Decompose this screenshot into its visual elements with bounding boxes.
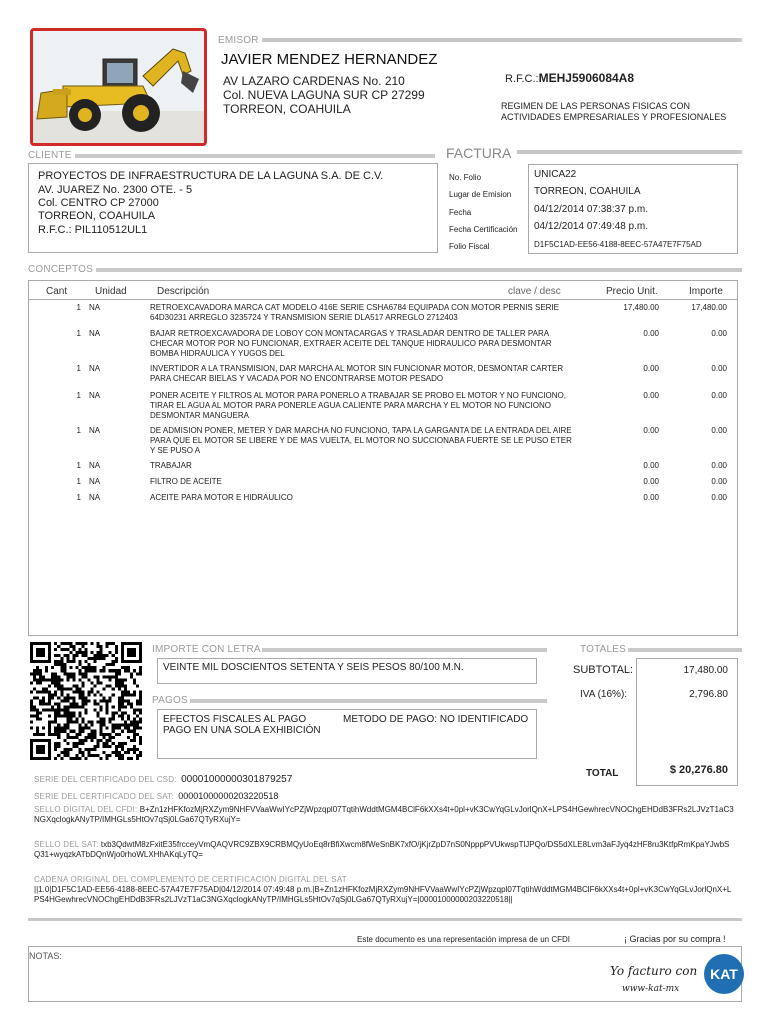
cadena-label: CADENA ORIGINAL DEL COMPLEMENTO DE CERTIFICACIÓN DIGITAL DEL SAT bbox=[34, 875, 347, 884]
emisor-regimen-line2: ACTIVIDADES EMPRESARIALES Y PROFESIONALES bbox=[501, 112, 727, 122]
cell-cant: 1 bbox=[76, 329, 81, 338]
cell-cant: 1 bbox=[76, 364, 81, 373]
totales-section-label: TOTALES bbox=[580, 644, 627, 655]
cell-importe: 0.00 bbox=[711, 364, 727, 373]
cell-cant: 1 bbox=[76, 303, 81, 312]
fecha-value: 04/12/2014 07:38:37 p.m. bbox=[534, 204, 648, 215]
cell-precio: 0.00 bbox=[643, 364, 659, 373]
sello-sat-label: SELLO DEL SAT: bbox=[34, 840, 99, 849]
cell-precio: 0.00 bbox=[643, 426, 659, 435]
fecha-label: Fecha bbox=[449, 208, 472, 217]
csd-label: SERIE DEL CERTIFICADO DEL CSD: bbox=[34, 775, 177, 784]
lugar-emision-value: TORREON, COAHUILA bbox=[534, 186, 641, 197]
company-logo-frame bbox=[30, 28, 207, 146]
pagos-section-bar bbox=[190, 699, 547, 703]
cell-unidad: NA bbox=[89, 303, 101, 312]
sello-sat bbox=[34, 840, 734, 860]
cliente-line4: TORREON, COAHUILA bbox=[38, 210, 156, 222]
pagos-section-label: PAGOS bbox=[152, 695, 188, 706]
folio-label: No. Folio bbox=[449, 173, 482, 182]
qr-code bbox=[30, 642, 142, 760]
cell-unidad: NA bbox=[89, 426, 101, 435]
cell-importe: 0.00 bbox=[711, 391, 727, 400]
cliente-line2: AV. JUAREZ No. 2300 OTE. - 5 bbox=[38, 184, 193, 196]
cell-descripcion: INVERTIDOR A LA TRANSMISION, DAR MARCHA AL MOTOR SIN FUNCIONAR MOTOR, DESMONTAR CARTER PARA CHECAR BIELAS Y VACADA POR NO ENCONTRARSE MOTOR PESADO bbox=[150, 364, 564, 383]
header-divider bbox=[29, 299, 737, 300]
brand-url: www-kat-mx bbox=[622, 984, 680, 994]
emisor-address-line3: TORREON, COAHUILA bbox=[223, 102, 351, 116]
brand-tagline: Yo facturo con bbox=[610, 964, 698, 978]
header-importe: Importe bbox=[689, 286, 723, 297]
cell-cant: 1 bbox=[76, 477, 81, 486]
header-cant: Cant bbox=[46, 286, 68, 297]
cell-descripcion: TRABAJAR bbox=[150, 461, 192, 470]
totales-section-bar bbox=[628, 648, 742, 652]
total-value: $ 20,276.80 bbox=[669, 764, 728, 776]
cell-precio: 0.00 bbox=[643, 493, 659, 502]
emisor-address-line1: AV LAZARO CARDENAS No. 210 bbox=[223, 74, 405, 88]
cell-precio: 0.00 bbox=[643, 329, 659, 338]
cliente-box bbox=[28, 163, 438, 253]
cell-precio: 17,480.00 bbox=[623, 303, 659, 312]
cell-precio: 0.00 bbox=[643, 461, 659, 470]
importe-letra-section-label: IMPORTE CON LETRA bbox=[152, 644, 261, 655]
emisor-section-bar bbox=[262, 38, 742, 42]
importe-letra-value: VEINTE MIL DOSCIENTOS SETENTA Y SEIS PESOS 80/100 M.N. bbox=[163, 662, 464, 673]
folio-fiscal-value: D1F5C1AD-EE56-4188-8EEC-57A47E7F75AD bbox=[534, 240, 702, 249]
cell-descripcion: DE ADMISION PONER, METER Y DAR MARCHA NO FUNCIONO, TAPA LA GARGANTA DE LA ENTRADA DEL AIRE PARA QUE EL MOTOR SE LIBERE Y DE MAS VUELTA, EL MOTOR NO SUCCIONABA FUERTE SE LE PUSO ETER Y SE PUSO A bbox=[150, 426, 572, 455]
representacion-text: Este documento es una representación impresa de un CFDI bbox=[357, 935, 571, 944]
cell-importe: 17,480.00 bbox=[691, 303, 727, 312]
conceptos-section-bar bbox=[96, 268, 742, 272]
sello-sat-value: txb3QdwtM8zFxitE35frcceyVmQAQVRC9ZBX9CRBMQyUoEq8rBfiXwcm8fWeSnBK7xfO/jKjrZpD7nS0NpppPVUkwspTlJPQo/DS5dXLE8Lvm3aFJyq4zHF8ru3KtfpRmKpaYJwbSQ31+wyqzkATbDQnWjo0rhoWLXHhAKqLyTQ= bbox=[34, 840, 730, 859]
emisor-section-label: EMISOR bbox=[218, 35, 259, 46]
sat-cert-label: SERIE DEL CERTIFICADO DEL SAT: bbox=[34, 792, 174, 801]
sello-cfdi-label: SELLO DIGITAL DEL CFDI: bbox=[34, 805, 138, 814]
fecha-certificacion-label: Fecha Certificación bbox=[449, 225, 518, 234]
concepts-table bbox=[28, 280, 738, 636]
pagos-line2: PAGO EN UNA SOLA EXHIBICIÓN bbox=[163, 725, 321, 736]
cell-unidad: NA bbox=[89, 391, 101, 400]
cell-precio: 0.00 bbox=[643, 477, 659, 486]
header-unidad: Unidad bbox=[95, 286, 127, 297]
cliente-rfc: R.F.C.: PIL110512UL1 bbox=[38, 224, 148, 236]
factura-section-label: FACTURA bbox=[446, 145, 512, 161]
cell-cant: 1 bbox=[76, 461, 81, 470]
cell-importe: 0.00 bbox=[711, 461, 727, 470]
subtotal-label: SUBTOTAL: bbox=[573, 664, 634, 676]
pagos-box bbox=[157, 709, 537, 759]
kat-logo: KAT bbox=[704, 954, 744, 994]
importe-letra-box bbox=[157, 658, 537, 684]
emisor-regimen-line1: REGIMEN DE LAS PERSONAS FISICAS CON bbox=[501, 101, 691, 111]
cell-descripcion: PONER ACEITE Y FILTROS AL MOTOR PARA PONERLO A TRABAJAR SE PROBO EL MOTOR Y NO FUNCIONO, TIRAR EL AGUA AL MOTOR PARA PONERLE AGUA CALIENTE PARA MARCHA Y EL MOTOR NO FUNCIONO DESMONTAR MANGUERA bbox=[150, 391, 566, 420]
cell-cant: 1 bbox=[76, 493, 81, 502]
footer-separator bbox=[28, 918, 742, 921]
cell-importe: 0.00 bbox=[711, 426, 727, 435]
sat-cert-row bbox=[34, 786, 278, 804]
cliente-line3: Col. CENTRO CP 27000 bbox=[38, 197, 159, 209]
iva-value: 2,796.80 bbox=[689, 689, 728, 700]
cell-importe: 0.00 bbox=[711, 477, 727, 486]
header-descripcion: Descripción bbox=[157, 286, 210, 297]
cell-cant: 1 bbox=[76, 391, 81, 400]
cell-descripcion: BAJAR RETROEXCAVADORA DE LOBOY CON MONTACARGAS Y TRASLADAR DENTRO DE TALLER PARA CHECAR MOTOR POR NO FUNCIONAR, EXTRAER ACEITE DEL TANQUE HIDRAULICO PARA DESMONTAR BOMBA HIDRAULICA Y YUGOS DEL bbox=[150, 329, 552, 358]
cliente-section-bar bbox=[75, 154, 435, 158]
cell-importe: 0.00 bbox=[711, 493, 727, 502]
gracias-text: ¡ Gracias por su compra ! bbox=[624, 934, 726, 944]
cadena-value: ||1.0|D1F5C1AD-EE56-4188-8EEC-57A47E7F75AD|04/12/2014 07:49:48 p.m.|B+Zn1zHFKfozMjRXZym9NHFVVaaWwIYcPZjWpzqpl07TqtihWddtMGM4BClF6kXXs4t+0pl+vK3CwYqGLvJorlQnX+LPS4HGewhrecVNOChgEHDdB3FRs2LJVzT1aC3NGXqclogkANyTP/IMHGLs5HtOv7qSj0LGa67QTyRXujY=|00001000000203220518|| bbox=[34, 885, 732, 904]
pagos-line1: EFECTOS FISCALES AL PAGO bbox=[163, 714, 307, 725]
cell-descripcion: FILTRO DE ACEITE bbox=[150, 477, 222, 486]
total-label: TOTAL bbox=[586, 768, 619, 779]
factura-section-bar bbox=[517, 150, 742, 154]
emisor-rfc-label: R.F.C.: bbox=[505, 73, 539, 85]
importe-letra-section-bar bbox=[262, 648, 547, 652]
folio-value: UNICA22 bbox=[534, 169, 577, 180]
cell-unidad: NA bbox=[89, 329, 101, 338]
cell-unidad: NA bbox=[89, 493, 101, 502]
sello-cfdi-value: B+Zn1zHFKfozMjRXZym9NHFVVaaWwIYcPZjWpzqpl07TqtihWddtMGM4BClF6kXXs4t+0pl+vK3CwYqGLvJorlQnX+LPS4HGewhrecVNOChgEHDdB3FRs2LJVzT1aC3NGXqclogkANyTP/IMHGLs5HtOv7qSj0LGa67QTyRXujY= bbox=[34, 805, 734, 824]
cell-unidad: NA bbox=[89, 461, 101, 470]
emisor-rfc bbox=[505, 71, 634, 85]
backhoe-loader-image bbox=[33, 31, 204, 143]
emisor-name: JAVIER MENDEZ HERNANDEZ bbox=[221, 51, 438, 68]
cliente-section-label: CLIENTE bbox=[28, 150, 72, 161]
metodo-pago: METODO DE PAGO: NO IDENTIFICADO bbox=[343, 714, 529, 725]
cliente-line1: PROYECTOS DE INFRAESTRUCTURA DE LA LAGUNA S.A. DE C.V. bbox=[38, 170, 384, 182]
lugar-emision-label: Lugar de Emision bbox=[449, 190, 512, 199]
sello-cfdi bbox=[34, 805, 734, 825]
cell-cant: 1 bbox=[76, 426, 81, 435]
sat-cert-value: 00001000000203220518 bbox=[178, 791, 279, 801]
subtotal-value: 17,480.00 bbox=[683, 665, 728, 676]
iva-label: IVA (16%): bbox=[580, 689, 628, 700]
fecha-certificacion-value: 04/12/2014 07:49:48 p.m. bbox=[534, 221, 648, 232]
cell-unidad: NA bbox=[89, 364, 101, 373]
emisor-address-line2: Col. NUEVA LAGUNA SUR CP 27299 bbox=[223, 88, 425, 102]
cell-importe: 0.00 bbox=[711, 329, 727, 338]
cell-unidad: NA bbox=[89, 477, 101, 486]
emisor-rfc-value: MEHJ5906084A8 bbox=[538, 71, 635, 85]
notas-label: NOTAS: bbox=[29, 951, 62, 961]
csd-row bbox=[34, 769, 292, 787]
conceptos-section-label: CONCEPTOS bbox=[28, 264, 93, 275]
csd-value: 00001000000301879257 bbox=[181, 774, 293, 785]
cell-descripcion: ACEITE PARA MOTOR E HIDRAULICO bbox=[150, 493, 293, 502]
cell-precio: 0.00 bbox=[643, 391, 659, 400]
header-clave: clave / desc bbox=[508, 286, 561, 297]
cell-descripcion: RETROEXCAVADORA MARCA CAT MODELO 416E SERIE CSHA6784 EQUIPADA CON MOTOR PERNIS SERIE 64D30231 ARREGLO 3235724 Y TRANSMISION SERIE DLA517 ARREGLO 2712403 bbox=[150, 303, 559, 322]
folio-fiscal-label: Folio Fiscal bbox=[449, 242, 490, 251]
header-precio: Precio Unit. bbox=[606, 286, 658, 297]
